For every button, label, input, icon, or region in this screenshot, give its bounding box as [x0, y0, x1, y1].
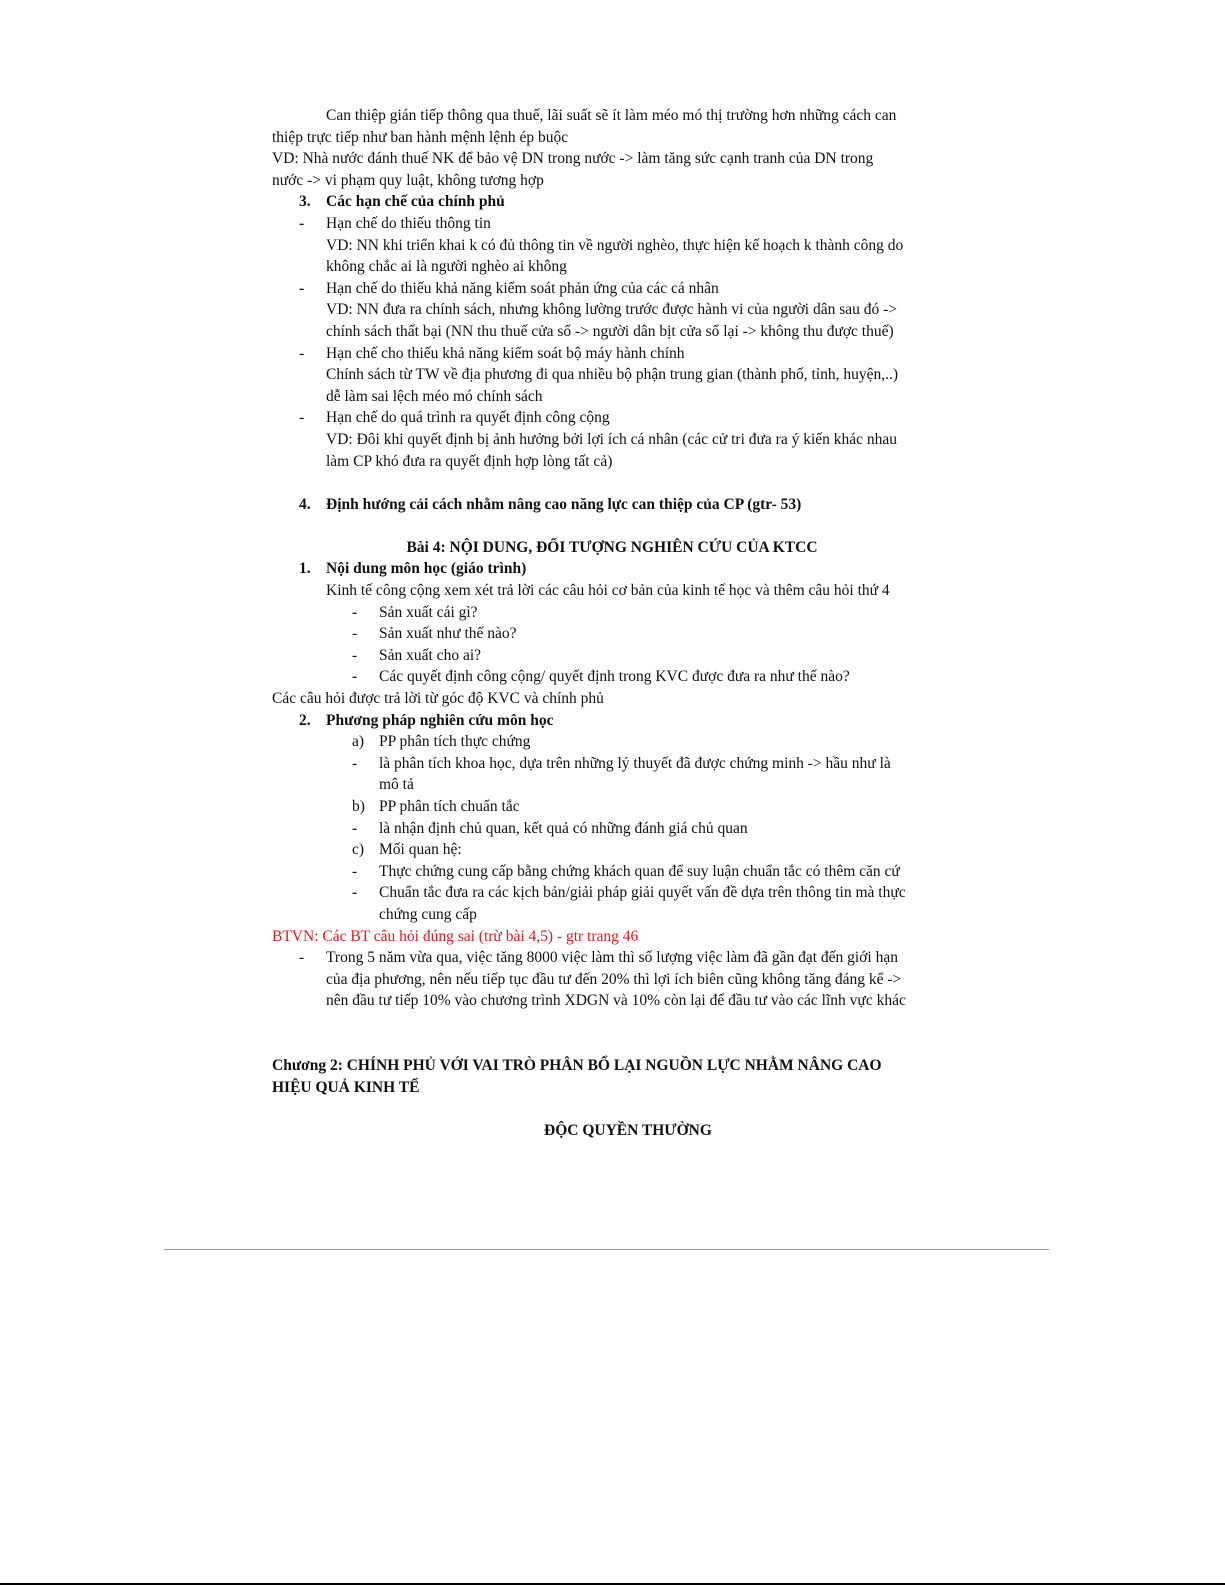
list-item-detail: chính sách thất bại (NN thu thuế cửa sổ -> người dân bịt cửa sổ lại -> không thu được thuế): [326, 322, 894, 340]
detail-text: là phân tích khoa học, dựa trên những lý thuyết đã được chứng minh -> hầu như là: [379, 754, 891, 772]
chapter-title: Chương 2: CHÍNH PHỦ VỚI VAI TRÒ PHÂN BỔ LẠI NGUỒN LỰC NHẰM NÂNG CAO: [272, 1057, 882, 1075]
list-number: 1.: [299, 560, 311, 578]
list-item-detail: làm CP khó đưa ra quyết định hợp lòng tất cả): [326, 452, 613, 470]
sub-item-b: [272, 796, 952, 818]
list-item-detail: VD: NN đưa ra chính sách, nhưng không lường trước được hành vi của người dân sau đó ->: [326, 301, 898, 319]
list-dash: -: [352, 754, 358, 772]
sub-item-detail: [272, 818, 952, 840]
example-line: VD: Nhà nước đánh thuế NK để bảo vệ DN trong nước -> làm tăng sức cạnh tranh của DN trong: [272, 150, 874, 168]
list-dash: -: [352, 625, 358, 643]
list-dash: -: [352, 646, 358, 664]
question-text: Sản xuất như thế nào?: [379, 625, 517, 643]
heading-text: Nội dung môn học (giáo trình): [326, 560, 527, 578]
list-dash: -: [352, 819, 358, 837]
topic-title: ĐỘC QUYỀN THƯỜNG: [544, 1121, 712, 1139]
section-heading-4: [272, 494, 952, 516]
answer-text-cont: của địa phương, nên nếu tiếp tục đầu tư đến 20% thì lợi ích biên cũng không tăng đáng kể ->: [326, 970, 902, 988]
list-item-detail: Chính sách từ TW về địa phương đi qua nhiều bộ phận trung gian (thành phố, tỉnh, huyện,..): [326, 366, 899, 384]
list-item: [272, 343, 952, 365]
detail-text-cont: chứng cung cấp: [379, 905, 477, 923]
answer-text-cont: nên đầu tư tiếp 10% vào chương trình XDGN và 10% còn lại để đầu tư vào các lĩnh vực khác: [326, 992, 906, 1010]
list-dash: -: [299, 409, 305, 427]
list-dash: -: [352, 668, 358, 686]
list-item-detail: VD: NN khi triển khai k có đủ thông tin về người nghèo, thực hiện kế hoạch k thành công do: [326, 236, 904, 254]
lesson-title: Bài 4: NỘI DUNG, ĐỐI TƯỢNG NGHIÊN CỨU CỦA KTCC: [406, 538, 818, 556]
list-number: 3.: [299, 193, 311, 211]
heading-text: Phương pháp nghiên cứu môn học: [326, 711, 554, 729]
list-number: 4.: [299, 495, 311, 513]
list-item-title: Hạn chế cho thiếu khả năng kiểm soát bộ máy hành chính: [326, 344, 685, 362]
list-letter: c): [352, 841, 365, 859]
spacer: [272, 1034, 952, 1056]
detail-text: Chuẩn tắc đưa ra các kịch bản/giải pháp giải quyết vấn đề dựa trên thông tin mà thực: [379, 884, 906, 902]
sub-item-text: Mối quan hệ:: [379, 841, 462, 859]
page-divider: [164, 1249, 1049, 1250]
list-item: [272, 278, 952, 300]
list-item-detail: không chắc ai là người nghèo ai không: [326, 258, 567, 276]
list-item-detail: dễ làm sai lệch méo mó chính sách: [326, 387, 543, 405]
question-item: [272, 623, 952, 645]
question-text: Các quyết định công cộng/ quyết định trong KVC được đưa ra như thế nào?: [379, 668, 850, 686]
question-text: Sản xuất cái gì?: [379, 603, 478, 621]
list-item-title: Hạn chế do quá trình ra quyết định công cộng: [326, 409, 610, 427]
list-item-title: Hạn chế do thiếu khả năng kiểm soát phản ứng của các cá nhân: [326, 279, 719, 297]
section-heading-3: [272, 191, 952, 213]
list-item: [272, 213, 952, 235]
spacer: [272, 1098, 952, 1120]
paragraph-line: thiệp trực tiếp như ban hành mệnh lệnh ép buộc: [272, 128, 569, 146]
paragraph-line: Kinh tế công cộng xem xét trả lời các câu hỏi cơ bản của kinh tế học và thêm câu hỏi thứ 4: [326, 582, 890, 600]
homework-answer: [272, 947, 952, 969]
paragraph-line: Can thiệp gián tiếp thông qua thuế, lãi suất sẽ ít làm méo mó thị trường hơn những cách can: [326, 107, 897, 124]
question-item: [272, 666, 952, 688]
list-number: 2.: [299, 711, 311, 729]
list-item: [272, 407, 952, 429]
answer-text: Trong 5 năm vừa qua, việc tăng 8000 việc làm thì số lượng việc làm đã gần đạt đến giới hạn: [326, 949, 898, 967]
question-text: Sản xuất cho ai?: [379, 646, 482, 664]
list-item-title: Hạn chế do thiếu thông tin: [326, 214, 491, 232]
detail-text: Thực chứng cung cấp bằng chứng khách quan để suy luận chuẩn tắc có thêm căn cứ: [379, 862, 900, 880]
question-item: [272, 645, 952, 667]
list-dash: -: [299, 279, 305, 297]
sub-item-detail: [272, 882, 952, 904]
homework-note: BTVN: Các BT câu hỏi đúng sai (trừ bài 4,5) - gtr trang 46: [272, 927, 639, 945]
list-letter: b): [352, 798, 365, 815]
detail-text-cont: mô tả: [379, 776, 414, 794]
spacer: [272, 515, 952, 537]
list-dash: -: [299, 949, 305, 967]
subsection-heading-2: [272, 710, 952, 732]
sub-item-text: PP phân tích chuẩn tắc: [379, 798, 520, 815]
list-dash: -: [352, 603, 358, 621]
heading-text: Các hạn chế của chính phủ: [326, 193, 505, 211]
sub-item-detail: [272, 753, 952, 775]
sub-item-c: [272, 839, 952, 861]
heading-text: Định hướng cải cách nhằm nâng cao năng lực can thiệp của CP (gtr- 53): [326, 495, 802, 513]
example-line: nước -> vi phạm quy luật, không tương hợp: [272, 171, 544, 189]
document-page: [272, 105, 952, 1142]
sub-item-detail: [272, 861, 952, 883]
chapter-title: HIỆU QUẢ KINH TẾ: [272, 1078, 420, 1096]
detail-text: là nhận định chủ quan, kết quả có những đánh giá chủ quan: [379, 819, 748, 837]
subsection-heading-1: [272, 558, 952, 580]
sub-item-text: PP phân tích thực chứng: [379, 733, 531, 751]
paragraph-line: Các câu hỏi được trả lời từ góc độ KVC và chính phủ: [272, 690, 604, 708]
list-item-detail: VD: Đôi khi quyết định bị ảnh hưởng bởi lợi ích cá nhân (các cử tri đưa ra ý kiến khác nhau: [326, 430, 898, 448]
list-dash: -: [352, 884, 358, 902]
list-dash: -: [352, 862, 358, 880]
list-dash: -: [299, 214, 305, 232]
question-item: [272, 602, 952, 624]
list-dash: -: [299, 344, 305, 362]
list-letter: a): [352, 733, 365, 751]
sub-item-a: [272, 731, 952, 753]
spacer: [272, 472, 952, 494]
spacer: [272, 1012, 952, 1034]
